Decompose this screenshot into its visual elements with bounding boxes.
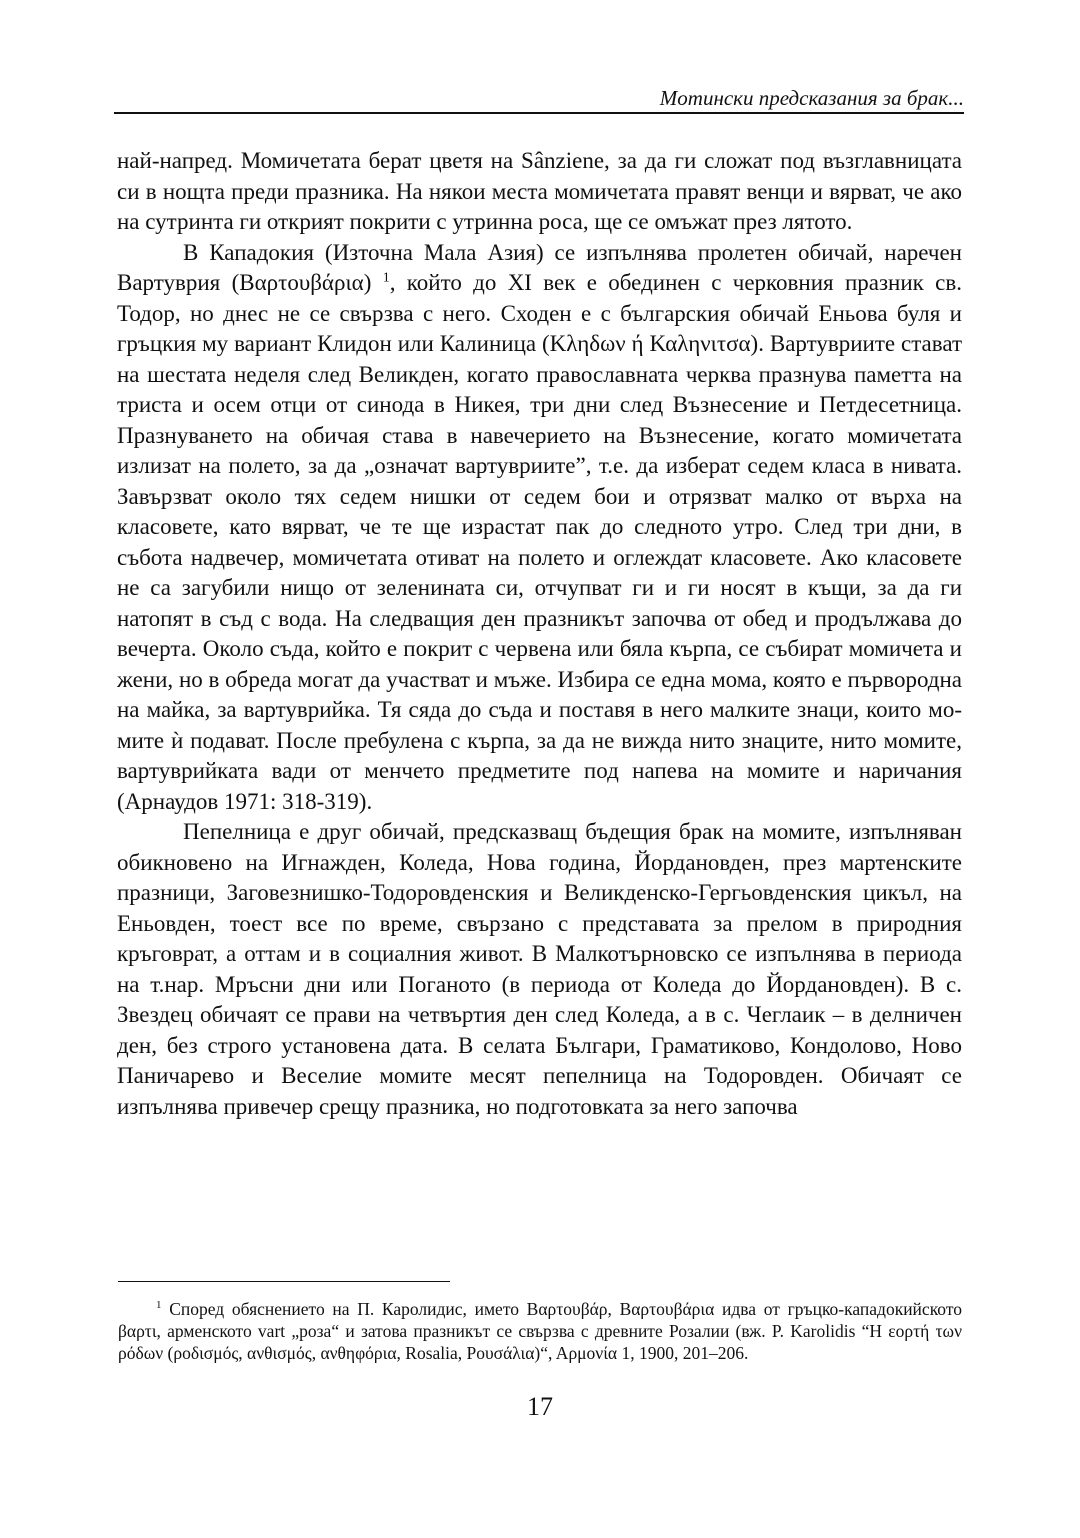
paragraph-1: най-напред. Момичетата берат цветя на Sânziene, за да ги сложат под възглавницата си в нощта преди празника. На някои места момичетата правят венци и вярват, че ако на сутринта ги открият покрити с утринна роса, ще се омъжат през лятото. [117, 148, 962, 234]
footnote-reference[interactable]: 1 [382, 270, 390, 286]
header-rule [114, 112, 964, 114]
paragraph-2 [117, 238, 962, 818]
page-number: 17 [527, 1392, 553, 1421]
paragraph-3: Пепелница е друг обичай, предсказващ бъдещия брак на момите, изпълняван обикновено на Игнажден, Коледа, Нова година, Йордановден, през мартенските празници, Заговезнишко-Тодоровденския и Великденско-Гергьовденския цикъл, на Еньовден, тоест все по време, свързано с представата за прелом в природния кръговрат, а оттам и в социалния живот. В Малкотърновско се изпълнява в периода на т.нар. Мръсни дни или Поганото (в периода от Коледа до Йордановден). В с. Звездец обичаят се прави на четвъртия ден след Коледа, а в с. Чеглаик – в делничен ден, без строго установена дата. В селата Българи, Граматиково, Кондолово, Ново Паничарево и Веселие момите месят пепелница на Тодоровден. Обичаят се изпълнява привечер срещу празника, но подготовката за него започва [117, 819, 962, 1119]
footnote-rule [118, 1281, 450, 1282]
paragraph-2-part-1: В Кападокия (Източна Мала Азия) се изпълнява пролетен обичай, наречен Вартуврия (Βαρτουβάρια) [117, 239, 962, 295]
footnote-text: Според обяснението на П. Каролидис, името Βαρτουβάρ, Βαρτουβάρια идва от гръцко-кападокийското βαρτι, арменското vart „роза“ и затова празникът се свързва с древните Розалии (вж. P. Karolidis “Η εορτή των ρόδων (ροδισμός, ανθισμός, ανθηφόρια, Rosalia, Ρουσάλια)“, Αρμονία 1, 1900, 201–206. [118, 1299, 962, 1363]
paragraph-2-part-2: , който до XI век е обединен с черковния празник св. Тодор, но днес не се свързва с него. Сходен е с българския обичай Еньова буля и гръцкия му вариант Клидон или Калиница (Κληδων ή Καληνιτσα). Вартувриите стават на шестата неделя след Великден, когато православната черква празнува паметта на триста и осем отци от синода в Никея, три дни след Възнесение и Петдесетница. Празнуването на обичая става в навечерието на Възнесение, когато момичетата излизат на полето, за да „означат вартувриите”, т.е. да изберат седем класа в нивата. Завързват около тях седем нишки от седем бои и отрязват малко от върха на класовете, като вярват, че те ще израстат пак до следното утро. След три дни, в събота надвечер, момичетата отиват на полето и оглеждат класовете. Ако класовете не са загубили нищо от зеленината си, отчупват ги и ги носят в къщи, за да ги натопят в съд с вода. На следващия ден празникът започва от обед и продължава до вечерта. Около съда, който е покрит с червена или бяла кърпа, се събират момичета и жени, но в обреда могат да участват и мъже. Избира се една мома, която е първородна на майка, за вартуврийка. Тя сяда до съда и поставя в него малките знаци, които момите ѝ подават. После пребулена с кърпа, за да не вижда нито знаците, нито момите, вартуврийката вади от менчето предметите под напева на момите и наричания (Арнаудов 1971: 318-319). [117, 270, 962, 814]
running-header: Momински предсказания за брак... [659, 86, 964, 110]
main-text [117, 146, 962, 1122]
footnote-marker: 1 [156, 1299, 162, 1312]
footnote [118, 1298, 962, 1364]
